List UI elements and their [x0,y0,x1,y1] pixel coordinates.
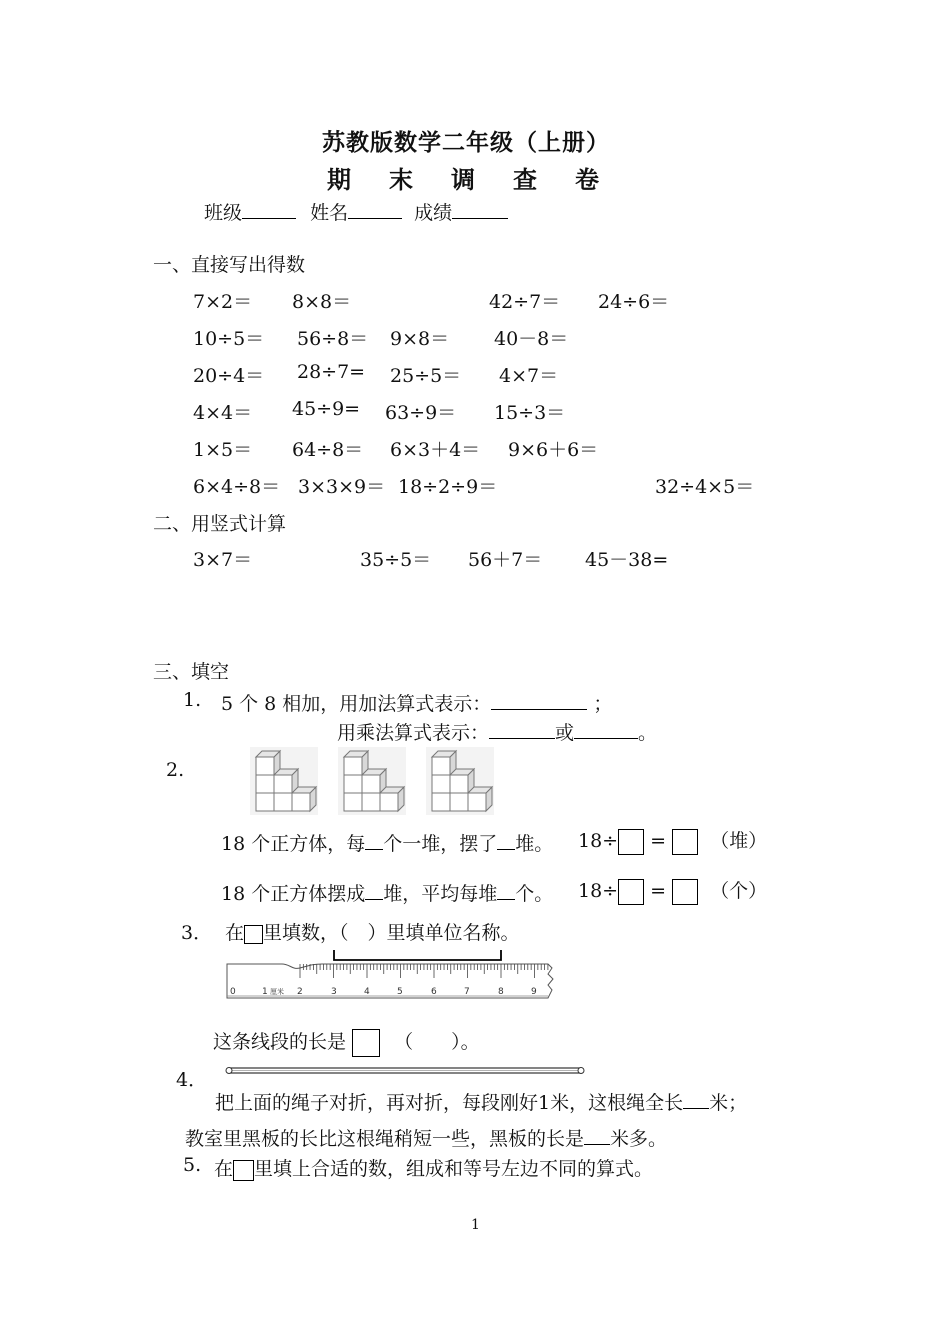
section1-heading: 一、直接写出得数 [153,254,306,276]
vertical-calc-item: 45－38= [585,549,669,571]
q2-equation-1 [578,826,767,855]
eq-unit: （个） [710,880,768,902]
calc-item: 10÷5＝ [193,328,265,350]
calc-item: 1×5＝ [193,439,253,461]
page-subtitle [308,160,618,195]
q4-text: 教室里黑板的长比这根绳稍短一些，黑板的长是 [185,1128,585,1150]
page-title: 苏教版数学二年级（上册） [322,129,610,156]
ruler-label: 8 [498,987,504,997]
calc-item: 56÷8＝ [297,328,369,350]
ruler-label: 4 [364,987,370,997]
subtitle-char: 查 [513,165,537,194]
q3-answer-text: 这条线段的长是 [213,1031,347,1053]
calc-item: 18÷2÷9＝ [398,476,498,498]
eq-prefix: 18÷ [578,830,619,852]
calc-item: 15÷3＝ [494,402,566,424]
calc-item: 42÷7＝ [489,291,561,313]
subtitle-char: 期 [327,165,351,194]
q3-answer-line [213,1027,480,1057]
q2-text: 个。 [515,883,554,905]
calc-item: 64÷8＝ [292,439,364,461]
q1-period: 。 [638,722,658,744]
calc-item: 3×3×9＝ [298,476,386,498]
calc-item: 6×4÷8＝ [193,476,281,498]
q1-text: 5 个 8 相加，用加法算式表示： [221,693,492,715]
q3-number: 3． [181,922,213,944]
q2-text: 堆，平均每堆 [383,883,498,905]
ruler-label: 7 [464,987,470,997]
calc-item: 24÷6＝ [598,291,670,313]
q2-blank-each[interactable] [497,882,515,900]
calc-item: 32÷4×5＝ [655,476,755,498]
vertical-calc-item: 35÷5＝ [360,549,432,571]
eq-equals: = [650,830,667,852]
ruler-label: 5 [397,987,403,997]
cube-stack [250,747,318,815]
calc-item: 4×7＝ [499,365,559,387]
q2-line2 [221,879,553,906]
eq-unit: （堆） [710,830,768,852]
calc-item: 7×2＝ [193,291,253,313]
calc-item: 6×3＋4＝ [390,439,481,461]
eq-prefix: 18÷ [578,880,619,902]
answer-box[interactable] [352,1029,380,1057]
q1-mul-blank-2[interactable] [574,721,638,739]
q4-text: 米； [709,1092,748,1114]
q2-blank-piles-2[interactable] [365,882,383,900]
q1-line1 [221,689,612,716]
cube-stack [338,747,406,815]
q2-equation-2 [578,876,767,905]
eq-equals: = [650,880,667,902]
q4-blank-board[interactable] [584,1127,610,1145]
student-info-line [204,198,508,225]
q1-semicolon: ； [593,693,613,715]
rope-illustration [225,1063,585,1079]
cube-stacks-illustration [250,745,500,815]
q4-line1 [215,1088,747,1115]
vertical-calc-item: 3×7＝ [193,549,253,571]
subtitle-char: 末 [389,165,413,194]
q4-text: 把上面的绳子对折，再对折，每段刚好1米，这根绳全长 [215,1092,684,1114]
ruler-label: 6 [431,987,437,997]
name-label: 姓名 [310,202,349,224]
ruler-illustration [222,946,557,1006]
calc-item: 63÷9＝ [385,402,457,424]
ruler-label: 1 [262,987,268,997]
calc-item: 20÷4＝ [193,365,265,387]
q4-line2 [185,1124,667,1151]
calc-item: 45÷9= [292,398,361,420]
calc-item: 25÷5＝ [390,365,462,387]
q3-text: 里填数，（ ）里填单位名称。 [263,922,520,944]
name-blank[interactable] [348,201,402,219]
q2-text: 个一堆，摆了 [383,833,498,855]
q1-add-blank[interactable] [491,692,587,710]
q2-blank-piles[interactable] [497,832,515,850]
q2-blank-per-pile[interactable] [365,832,383,850]
calc-item: 40－8＝ [494,328,569,350]
q4-text: 米多。 [610,1128,668,1150]
class-label: 班级 [204,202,243,224]
q3-text: 在 [225,922,245,944]
answer-box[interactable] [672,829,698,855]
q4-blank-length[interactable] [683,1091,709,1109]
ruler-label: 2 [297,987,303,997]
subtitle-char: 调 [451,165,475,194]
q5-text: 里填上合适的数，组成和等号左边不同的算式。 [254,1158,654,1180]
vertical-calc-item: 56＋7＝ [468,549,543,571]
calc-item: 4×4＝ [193,402,253,424]
q1-number: 1. [183,689,202,711]
q5-number: 5. [183,1154,202,1176]
subtitle-char: 卷 [575,165,599,194]
q2-number: 2. [166,759,185,781]
answer-box[interactable] [672,879,698,905]
q1-or: 或 [555,722,575,744]
calc-item: 28÷7= [297,361,366,383]
calc-item: 8×8＝ [292,291,352,313]
q1-line2 [337,718,657,745]
q5-text: 在 [214,1158,234,1180]
section2-heading: 二、用竖式计算 [153,513,287,535]
small-box-icon [244,925,263,944]
q2-text: 18 个正方体摆成 [221,883,366,905]
ruler-label: 9 [531,987,537,997]
small-box-icon [233,1160,254,1181]
cube-stack [426,747,494,815]
answer-box[interactable] [618,829,644,855]
q4-number: 4． [176,1069,208,1091]
q3-answer-paren: （ ）。 [394,1031,480,1053]
score-label: 成绩 [414,202,453,224]
q2-text: 18 个正方体，每 [221,833,366,855]
q2-line1 [221,829,553,856]
calc-item: 9×8＝ [390,328,450,350]
answer-box[interactable] [618,879,644,905]
q3-instruction [225,918,520,945]
calc-item: 9×6＋6＝ [508,439,599,461]
class-blank[interactable] [242,201,296,219]
ruler-label: 3 [331,987,337,997]
section3-heading: 三、填空 [153,661,230,683]
q5-instruction [214,1154,653,1181]
q2-text: 堆。 [515,833,554,855]
page-number: 1 [471,1217,480,1233]
ruler-label: 厘米 [270,988,284,996]
q1-mul-blank-1[interactable] [489,721,555,739]
ruler-label: 0 [230,987,236,997]
score-blank[interactable] [452,201,508,219]
q1-text2: 用乘法算式表示： [337,722,490,744]
